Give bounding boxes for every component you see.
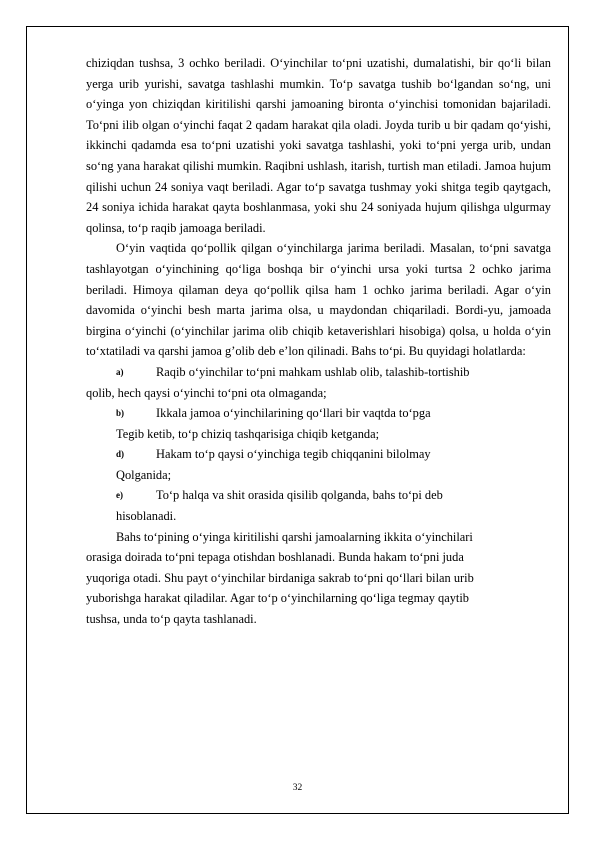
list-item-continuation: Tegib ketib, to‘p chiziq tashqarisiga chiqib ketganda; [116, 426, 380, 441]
list-item-continuation: qolib, hech qaysi o‘yinchi to‘pni ota olmaganda; [86, 385, 327, 400]
paragraph-3-line: yuqoriga otadi. Shu payt o‘yinchilar birdaniga sakrab to‘pni qo‘llari bilan urib [86, 570, 474, 585]
page-number: 32 [292, 783, 303, 793]
paragraph-3 [86, 527, 551, 630]
list-marker: e) [116, 490, 123, 501]
list-item-continuation: hisoblanadi. [116, 509, 177, 524]
list-item-text: To‘p halqa va shit orasida qisilib qolganda, bahs to‘pi deb [156, 488, 443, 503]
list-marker: a) [116, 366, 124, 377]
paragraph-2: O‘yin vaqtida qo‘pollik qilgan o‘yinchilarga jarima beriladi. Masalan, to‘pni savatga tashlayotgan o‘yinchining qo‘liga boshqa bir o‘yinchi ursa yoki turtsa 2 ochko jarima beriladi. Himoya qilaman deya qo‘pollik qilsa ham 1 ochko jarima beriladi. Agar o‘yin davomida o‘yinchi besh marta jarima olsa, u maydondan chiqariladi. Bordi-yu, jamoada birgina o‘yinchi (o‘yinchilar jarima olib chiqib ketaverishlari hisobiga) qolsa, u holda o‘yin to‘xtatiladi va qarshi jamoa g’olib deb e’lon qilinadi. Bahs to‘pi. Bu quyidagi holatlarda: [86, 241, 551, 359]
list-marker: d) [116, 449, 125, 460]
paragraph-1: chiziqdan tushsa, 3 ochko beriladi. O‘yinchilar to‘pni uzatishi, dumalatishi, bir qo‘li bilan yerga urib yurishi, savatga tashlashi mumkin. To‘p savatga tushib bo‘lgandan so‘ng, uni o‘yinga yon chiziqdan kiritilishi qarshi jamoaning bironta o‘yinchisi tomonidan bajariladi. To‘pni ilib olgan o‘yinchi faqat 2 qadam harakat qila oladi. Joyda turib u bir qadam qo‘yishi, ikkinchi qadamda esa to‘pni uzatishi yoki savatga tashlashi, yoki to‘pni yerga urib, undan so‘ng yana harakat qilishi mumkin. Raqibni ushlash, itarish, turtish man etiladi. Jamoa hujum qilishi uchun 24 soniya vaqt beriladi. Agar to‘p savatga tushmay yoki shitga tegib qaytgach, 24 soniya ichida harakat qayta boshlanmasa, yoki shu 24 soniyada hujum qilishga ulgurmay qolinsa, to‘p raqib jamoaga beriladi. [86, 56, 551, 235]
list-item-a [86, 362, 551, 403]
list-item-text: Raqib o‘yinchilar to‘pni mahkam ushlab olib, talashib-tortishib [156, 364, 470, 379]
list-item-b [86, 403, 551, 444]
list-item-e [86, 485, 551, 526]
list-item-text: Hakam to‘p qaysi o‘yinchiga tegib chiqqanini bilolmay [156, 447, 431, 462]
document-body [86, 53, 551, 630]
list-marker: b) [116, 408, 125, 419]
list-item-continuation: Qolganida; [116, 467, 172, 482]
list-item-text: Ikkala jamoa o‘yinchilarining qo‘llari bir vaqtda to‘pga [156, 406, 431, 421]
paragraph-3-line: tushsa, unda to‘p qayta tashlanadi. [86, 612, 257, 627]
paragraph-3-line: orasiga doirada to‘pni tepaga otishdan boshlanadi. Bunda hakam to‘pni juda [86, 550, 464, 565]
paragraph-3-line: yuborishga harakat qiladilar. Agar to‘p o‘yinchilarning qo‘liga tegmay qaytib [86, 591, 469, 606]
paragraph-3-line: Bahs to‘pining o‘yinga kiritilishi qarshi jamoalarning ikkita o‘yinchilari [116, 529, 473, 544]
list-item-d [86, 444, 551, 485]
